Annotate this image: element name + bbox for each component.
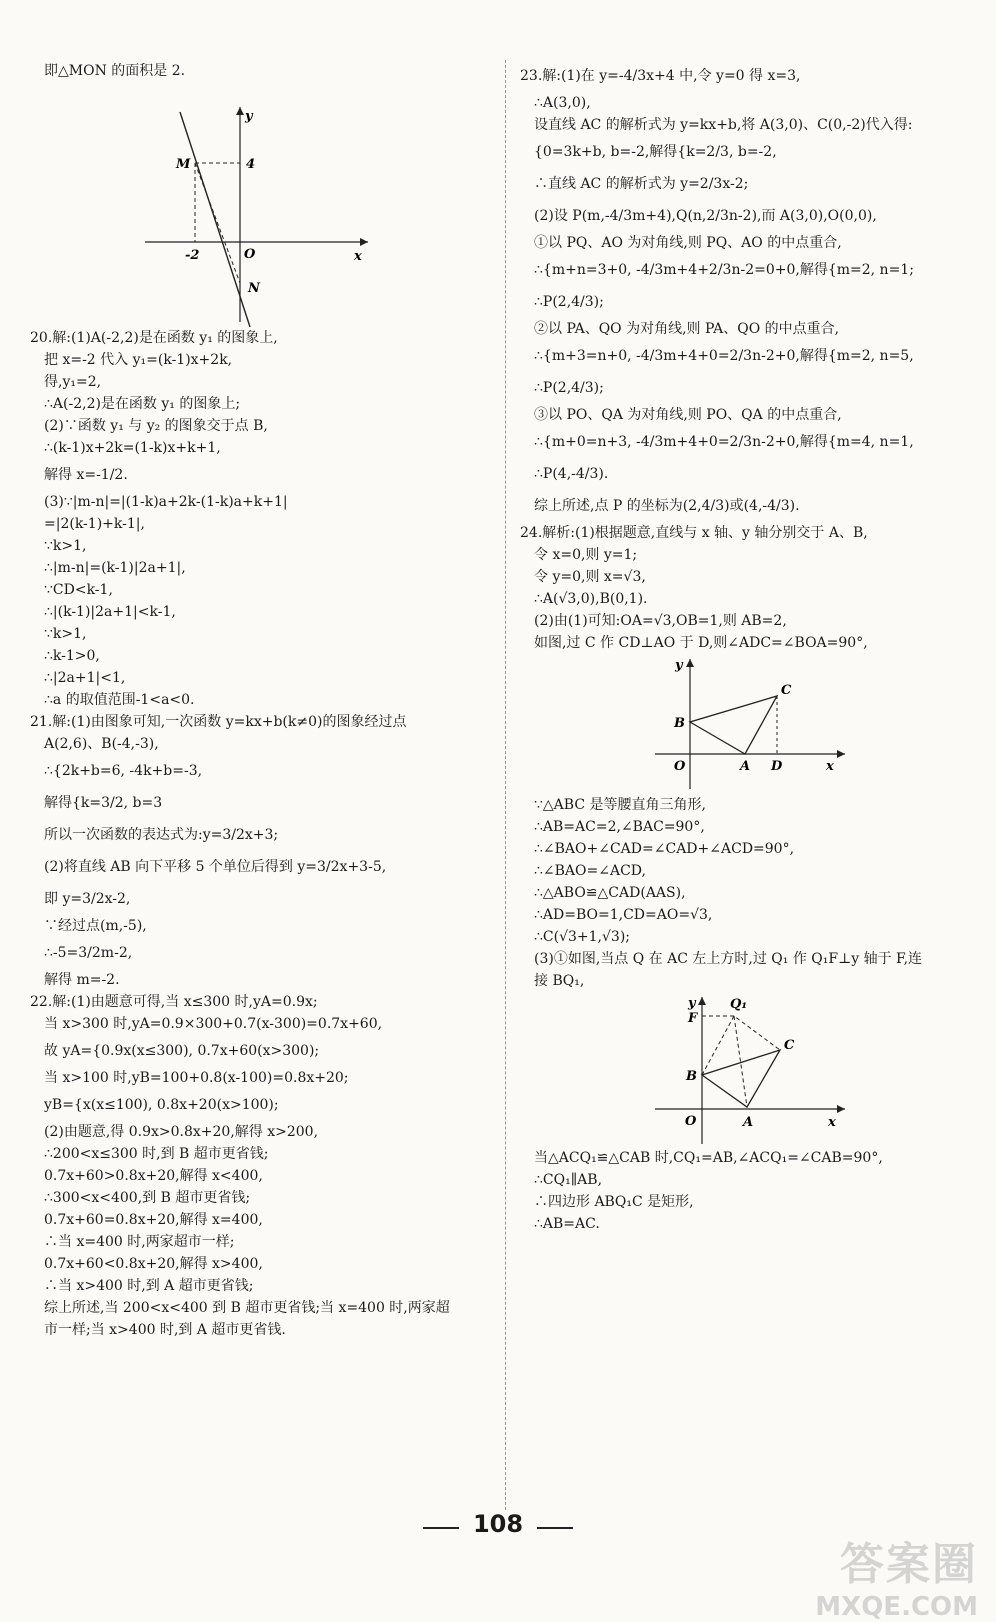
text-line: 接 BQ₁, (534, 973, 585, 989)
text-line: ∴|2a+1|<1, (44, 670, 126, 686)
label-y: y (245, 109, 253, 124)
figure-abc-svg (650, 654, 850, 794)
text-line: ∴AB=AC=2,∠BAC=90°, (534, 819, 705, 835)
text-line: 综上所述,点 P 的坐标为(2,4/3)或(4,-4/3). (534, 498, 800, 514)
text-line: 22.解:(1)由题意可得,当 x≤300 时,yA=0.9x; (30, 994, 318, 1010)
text-line: 0.7x+60>0.8x+20,解得 x<400, (44, 1168, 263, 1184)
text-line: A(2,6)、B(-4,-3), (44, 736, 159, 752)
left-solutions (30, 327, 485, 1341)
text-line: ∴(k-1)x+2k=(1-k)x+k+1, (44, 440, 221, 456)
text-line: ∴300<x<400,到 B 超市更省钱; (44, 1190, 251, 1206)
text-line: ∵△ABC 是等腰直角三角形, (534, 797, 706, 813)
text-line: ∴C(√3+1,√3); (534, 929, 631, 945)
text-line: ∴当 x=400 时,两家超市一样; (44, 1234, 235, 1250)
text-line: 故 yA={0.9x(x≤300), 0.7x+60(x>300); (44, 1043, 320, 1059)
text-line: 当 x>300 时,yA=0.9×300+0.7(x-300)=0.7x+60, (44, 1016, 383, 1032)
label-N: N (248, 281, 260, 296)
text-line: ∴CQ₁∥AB, (534, 1172, 603, 1188)
label-B: B (674, 716, 685, 731)
text-line: ①以 PQ、AO 为对角线,则 PQ、AO 的中点重合, (534, 235, 842, 251)
text-line: 解得 m=-2. (44, 972, 120, 988)
text-line: 当 x>100 时,yB=100+0.8(x-100)=0.8x+20; (44, 1070, 349, 1086)
text-line: 20.解:(1)A(-2,2)是在函数 y₁ 的图象上, (30, 330, 278, 346)
text-line: 令 x=0,则 y=1; (534, 547, 638, 563)
label-C: C (781, 683, 792, 698)
text-line: ∴P(4,-4/3). (534, 466, 609, 482)
left-column (30, 60, 485, 1341)
x-arrow (360, 238, 368, 246)
text-line: {0=3k+b, b=-2,解得{k=2/3, b=-2, (534, 144, 777, 160)
label-neg2: -2 (185, 248, 200, 263)
text-line: 即△MON 的面积是 2. (44, 63, 186, 79)
figure-mon (30, 82, 485, 327)
figure-abc (520, 654, 980, 794)
text-line: (2)由(1)可知:OA=√3,OB=1,则 AB=2, (534, 613, 787, 629)
label-x: x (354, 249, 362, 264)
text-line: 0.7x+60=0.8x+20,解得 x=400, (44, 1212, 263, 1228)
text-line: ∴A(3,0), (534, 95, 591, 111)
text-line: =|2(k-1)+k-1|, (44, 516, 145, 532)
label-A: A (743, 1115, 754, 1130)
text-line: 解得 x=-1/2. (44, 467, 128, 483)
text-line: (2)将直线 AB 向下平移 5 个单位后得到 y=3/2x+3-5, (44, 859, 387, 875)
text-line: ∴|m-n|=(k-1)|2a+1|, (44, 560, 186, 576)
text-line: (3)①如图,当点 Q 在 AC 左上方时,过 Q₁ 作 Q₁F⊥y 轴于 F,连 (534, 951, 923, 967)
text-line: 设直线 AC 的解析式为 y=kx+b,将 A(3,0)、C(0,-2)代入得: (534, 117, 913, 133)
right-solutions-c (520, 1147, 980, 1235)
text-line: yB={x(x≤100), 0.8x+20(x>100); (44, 1097, 279, 1113)
text-line: ∴△ABO≌△CAD(AAS), (534, 885, 686, 901)
text-line: 把 x=-2 代入 y₁=(k-1)x+2k, (44, 352, 233, 368)
text-line: ∴k-1>0, (44, 648, 100, 664)
text-line: ∴A(-2,2)是在函数 y₁ 的图象上; (44, 396, 241, 412)
text-line: ∴{m+n=3+0, -4/3m+4+2/3n-2=0+0,解得{m=2, n=1; (534, 262, 914, 278)
y-arrow (698, 997, 706, 1005)
text-line: ∵k>1, (44, 538, 87, 554)
watermark-line2: MXQE.COM (815, 1592, 978, 1622)
text-line: ∵经过点(m,-5), (44, 918, 147, 934)
label-4: 4 (246, 157, 256, 172)
text-line: ∴当 x>400 时,到 A 超市更省钱; (44, 1278, 254, 1294)
x-arrow (837, 1105, 845, 1113)
label-B: B (686, 1069, 697, 1084)
figure-q1-svg (650, 992, 850, 1147)
label-D: D (771, 759, 783, 774)
text-line: ∴∠BAO+∠CAD=∠CAD+∠ACD=90°, (534, 841, 795, 857)
text-line: (3)∵|m-n|=|(1-k)a+2k-(1-k)a+k+1| (44, 494, 288, 510)
text-line: ②以 PA、QO 为对角线,则 PA、QO 的中点重合, (534, 321, 840, 337)
text-line: 解得{k=3/2, b=3 (44, 795, 163, 811)
label-C: C (784, 1038, 795, 1053)
text-line: 当△ACQ₁≌△CAB 时,CQ₁=AB,∠ACQ₁=∠CAB=90°, (534, 1150, 883, 1166)
text-line: ∴∠BAO=∠ACD, (534, 863, 646, 879)
text-line: (2)由题意,得 0.9x>0.8x+20,解得 x>200, (44, 1124, 319, 1140)
text-line: 23.解:(1)在 y=-4/3x+4 中,令 y=0 得 x=3, (520, 68, 801, 84)
page-number: 108 (472, 1510, 524, 1538)
text-line: ∴P(2,4/3); (534, 294, 604, 310)
text-line: 得,y₁=2, (44, 374, 102, 390)
label-y: y (688, 996, 696, 1011)
text-line: 市一样;当 x>400 时,到 A 超市更省钱. (44, 1322, 286, 1338)
text-line: ∴a 的取值范围-1<a<0. (44, 692, 195, 708)
text-line: ∴A(√3,0),B(0,1). (534, 591, 648, 607)
text-line: ③以 PO、QA 为对角线,则 PO、QA 的中点重合, (534, 407, 842, 423)
right-column (520, 60, 980, 1235)
right-solutions-a (520, 60, 980, 654)
text-line: 21.解:(1)由图象可知,一次函数 y=kx+b(k≠0)的图象经过点 (30, 714, 407, 730)
figure-mon-svg (140, 82, 380, 327)
triangle-abc (702, 1050, 780, 1107)
text-line: 0.7x+60<0.8x+20,解得 x>400, (44, 1256, 263, 1272)
right-solutions-b (520, 794, 980, 992)
label-y: y (675, 658, 683, 673)
text-line: ∴{m+3=n+0, -4/3m+4+0=2/3n-2+0,解得{m=2, n=5, (534, 348, 914, 364)
text-line: 如图,过 C 作 CD⊥AO 于 D,则∠ADC=∠BOA=90°, (534, 635, 868, 651)
footer-dash-left (423, 1527, 459, 1529)
label-F: F (688, 1011, 698, 1026)
x-arrow (837, 750, 845, 758)
text-line: (2)∵函数 y₁ 与 y₂ 的图象交于点 B, (44, 418, 268, 434)
text-line: ∴-5=3/2m-2, (44, 945, 133, 961)
text-line: ∵k>1, (44, 626, 87, 642)
label-x: x (826, 759, 834, 774)
y-arrow (686, 659, 694, 667)
text-line: ∴四边形 ABQ₁C 是矩形, (534, 1194, 694, 1210)
label-O: O (244, 247, 256, 262)
text-line: ∴{2k+b=6, -4k+b=-3, (44, 763, 203, 779)
label-A: A (740, 759, 751, 774)
text-line: ∴|(k-1)|2a+1|<k-1, (44, 604, 176, 620)
text-line: 令 y=0,则 x=√3, (534, 569, 646, 585)
triangle-abc (690, 696, 777, 754)
text-line: ∴200<x≤300 时,到 B 超市更省钱; (44, 1146, 269, 1162)
text-line: ∵CD<k-1, (44, 582, 113, 598)
left-top-text (30, 60, 485, 82)
text-line: 即 y=3/2x-2, (44, 891, 131, 907)
label-x: x (828, 1115, 836, 1130)
label-O: O (674, 759, 686, 774)
text-line: 24.解析:(1)根据题意,直线与 x 轴、y 轴分别交于 A、B, (520, 525, 868, 541)
label-Q1: Q₁ (730, 997, 748, 1012)
text-line: ∴直线 AC 的解析式为 y=2/3x-2; (534, 176, 749, 192)
watermark-line1: 答案圈 (840, 1539, 978, 1590)
text-line: 所以一次函数的表达式为:y=3/2x+3; (44, 827, 279, 843)
watermark (815, 1528, 978, 1622)
label-M: M (176, 157, 191, 172)
text-line: 综上所述,当 200<x<400 到 B 超市更省钱;当 x=400 时,两家超 (44, 1300, 450, 1316)
footer-dash-right (537, 1527, 573, 1529)
text-line: ∴P(2,4/3); (534, 380, 604, 396)
y-arrow (236, 107, 244, 115)
label-O: O (685, 1114, 697, 1129)
figure-q1 (520, 992, 980, 1147)
text-line: (2)设 P(m,-4/3m+4),Q(n,2/3n-2),而 A(3,0),O(0,0), (534, 208, 877, 224)
text-line: ∴{m+0=n+3, -4/3m+4+0=2/3n-2+0,解得{m=4, n=1, (534, 434, 914, 450)
column-divider (505, 60, 506, 1510)
text-line: ∴AD=BO=1,CD=AO=√3, (534, 907, 713, 923)
text-line: ∴AB=AC. (534, 1216, 600, 1232)
